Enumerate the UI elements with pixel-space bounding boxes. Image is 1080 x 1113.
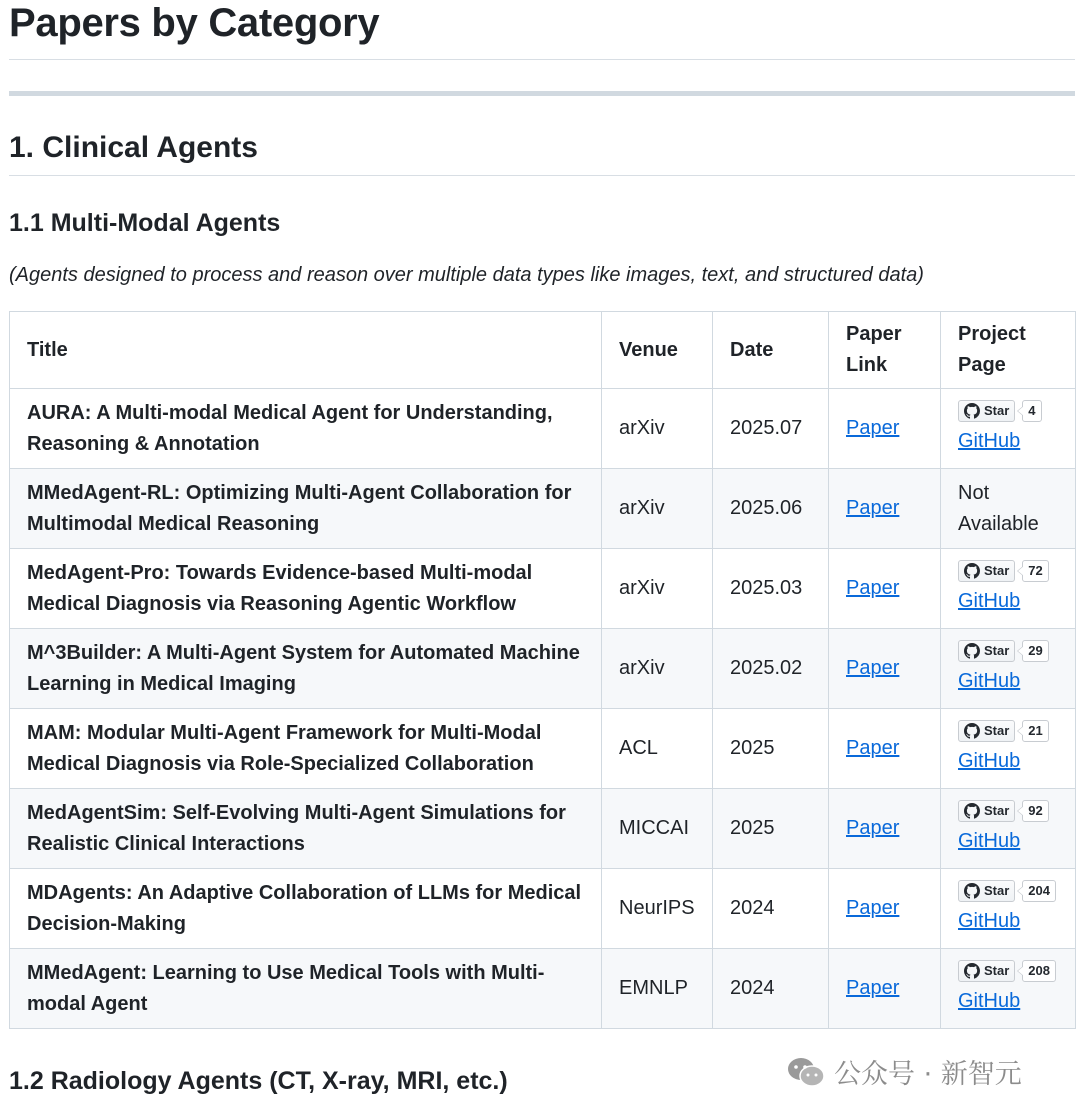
header-title: Title [10, 312, 602, 389]
page-title: Papers by Category [9, 1, 380, 45]
paper-venue: MICCAI [602, 789, 713, 869]
github-icon [964, 883, 980, 899]
paper-link[interactable]: Paper [846, 897, 900, 919]
paper-link[interactable]: Paper [846, 657, 900, 679]
paper-link[interactable]: Paper [846, 817, 900, 839]
subsection-description: (Agents designed to process and reason over multiple data types like images, text, and structured data) [9, 264, 924, 286]
github-link[interactable]: GitHub [958, 670, 1021, 692]
star-label: Star [984, 563, 1010, 578]
paper-date: 2024 [713, 869, 829, 949]
paper-link[interactable]: Paper [846, 577, 900, 599]
project-page-cell [941, 709, 1076, 789]
paper-date: 2025 [713, 709, 829, 789]
star-button[interactable] [958, 640, 1015, 662]
star-count[interactable]: 29 [1022, 640, 1048, 662]
star-count[interactable]: 21 [1022, 720, 1048, 742]
paper-title: MedAgentSim: Self-Evolving Multi-Agent Simulations for Realistic Clinical Interactions [10, 789, 602, 869]
paper-link-cell [829, 549, 941, 629]
project-page-cell [941, 789, 1076, 869]
github-star-badge [958, 720, 1058, 742]
table-row [10, 549, 1076, 629]
star-label: Star [984, 403, 1010, 418]
github-icon [964, 563, 980, 579]
star-button[interactable] [958, 800, 1015, 822]
github-link[interactable]: GitHub [958, 910, 1021, 932]
title-underline [9, 59, 1075, 60]
paper-link-cell [829, 469, 941, 549]
github-link[interactable]: GitHub [958, 990, 1021, 1012]
github-icon [964, 723, 980, 739]
star-button[interactable] [958, 720, 1015, 742]
star-count[interactable]: 4 [1022, 400, 1041, 422]
github-star-badge [958, 880, 1058, 902]
paper-title: MMedAgent-RL: Optimizing Multi-Agent Collaboration for Multimodal Medical Reasoning [10, 469, 602, 549]
github-link[interactable]: GitHub [958, 430, 1021, 452]
github-icon [964, 803, 980, 819]
table-row [10, 469, 1076, 549]
project-page-cell [941, 469, 1076, 549]
github-star-badge [958, 560, 1058, 582]
paper-date: 2025.03 [713, 549, 829, 629]
paper-date: 2024 [713, 949, 829, 1029]
paper-link-cell [829, 709, 941, 789]
star-button[interactable] [958, 560, 1015, 582]
section-title: 1. Clinical Agents [9, 131, 258, 164]
paper-venue: arXiv [602, 389, 713, 469]
star-button[interactable] [958, 960, 1015, 982]
paper-title: M^3Builder: A Multi-Agent System for Automated Machine Learning in Medical Imaging [10, 629, 602, 709]
project-page-cell [941, 549, 1076, 629]
table-row [10, 789, 1076, 869]
paper-venue: arXiv [602, 629, 713, 709]
star-count[interactable]: 72 [1022, 560, 1048, 582]
star-label: Star [984, 723, 1010, 738]
watermark [786, 1052, 1022, 1091]
paper-link-cell [829, 789, 941, 869]
github-link[interactable]: GitHub [958, 590, 1021, 612]
paper-venue: arXiv [602, 469, 713, 549]
paper-link[interactable]: Paper [846, 977, 900, 999]
github-icon [964, 643, 980, 659]
paper-title: MedAgent-Pro: Towards Evidence-based Multi-modal Medical Diagnosis via Reasoning Agentic Workflow [10, 549, 602, 629]
paper-date: 2025.07 [713, 389, 829, 469]
paper-link-cell [829, 869, 941, 949]
paper-link[interactable]: Paper [846, 497, 900, 519]
header-venue: Venue [602, 312, 713, 389]
paper-date: 2025.06 [713, 469, 829, 549]
github-star-badge [958, 800, 1058, 822]
github-link[interactable]: GitHub [958, 830, 1021, 852]
paper-date: 2025.02 [713, 629, 829, 709]
project-page-cell [941, 869, 1076, 949]
project-page-cell [941, 629, 1076, 709]
paper-link-cell [829, 949, 941, 1029]
star-button[interactable] [958, 880, 1015, 902]
section-underline [9, 175, 1075, 176]
paper-date: 2025 [713, 789, 829, 869]
paper-title: AURA: A Multi-modal Medical Agent for Understanding, Reasoning & Annotation [10, 389, 602, 469]
not-available-text: Not Available [958, 481, 1039, 535]
github-link[interactable]: GitHub [958, 750, 1021, 772]
table-row [10, 389, 1076, 469]
star-label: Star [984, 643, 1010, 658]
paper-title: MAM: Modular Multi-Agent Framework for Multi-Modal Medical Diagnosis via Role-Specialized Collaboration [10, 709, 602, 789]
star-count[interactable]: 204 [1022, 880, 1056, 902]
github-star-badge [958, 960, 1058, 982]
paper-venue: EMNLP [602, 949, 713, 1029]
project-page-cell [941, 949, 1076, 1029]
star-label: Star [984, 963, 1010, 978]
github-star-badge [958, 640, 1058, 662]
star-count[interactable]: 208 [1022, 960, 1056, 982]
paper-link-cell [829, 389, 941, 469]
header-date: Date [713, 312, 829, 389]
paper-link-cell [829, 629, 941, 709]
table-header-row [10, 312, 1076, 389]
paper-link[interactable]: Paper [846, 737, 900, 759]
star-label: Star [984, 883, 1010, 898]
paper-link[interactable]: Paper [846, 417, 900, 439]
table-row [10, 709, 1076, 789]
subsection-title: 1.1 Multi-Modal Agents [9, 209, 281, 237]
github-icon [964, 403, 980, 419]
papers-table [9, 311, 1076, 1029]
paper-title: MMedAgent: Learning to Use Medical Tools with Multi-modal Agent [10, 949, 602, 1029]
paper-title: MDAgents: An Adaptive Collaboration of LLMs for Medical Decision-Making [10, 869, 602, 949]
table-row [10, 629, 1076, 709]
project-page-cell [941, 389, 1076, 469]
paper-venue: arXiv [602, 549, 713, 629]
header-project-page: Project Page [941, 312, 1076, 389]
paper-venue: ACL [602, 709, 713, 789]
next-subsection-title: 1.2 Radiology Agents (CT, X-ray, MRI, etc.) [9, 1067, 508, 1095]
watermark-text: 公众号 · 新智元 [834, 1059, 1022, 1090]
github-star-badge [958, 400, 1058, 422]
horizontal-rule [9, 91, 1075, 96]
paper-venue: NeurIPS [602, 869, 713, 949]
star-button[interactable] [958, 400, 1015, 422]
github-icon [964, 963, 980, 979]
header-paper-link: Paper Link [829, 312, 941, 389]
star-count[interactable]: 92 [1022, 800, 1048, 822]
table-row [10, 869, 1076, 949]
wechat-icon [786, 1056, 826, 1088]
table-row [10, 949, 1076, 1029]
star-label: Star [984, 803, 1010, 818]
